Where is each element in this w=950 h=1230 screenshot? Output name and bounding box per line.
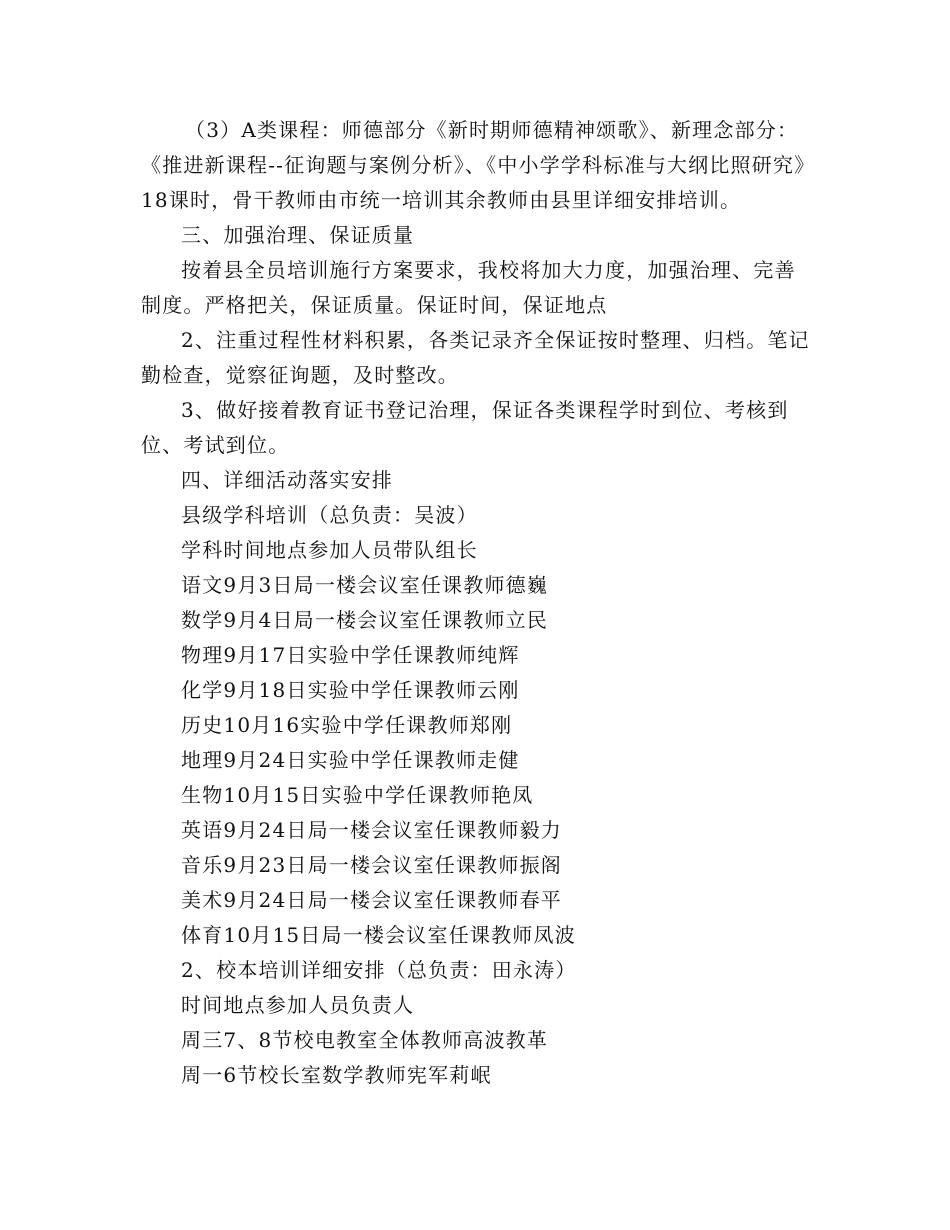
school-training-heading: 2、校本培训详细安排（总负责：田永涛） [181,958,577,982]
schedule-row-math: 数学9月4日局一楼会议室任课教师立民 [181,608,549,632]
schedule-row-chinese: 语文9月3日局一楼会议室任课教师德巍 [181,573,549,597]
paragraph-certificate-registration: 3、做好接着教育证书登记治理，保证各类课程学时到位、考核到位、考试到位。 [141,398,789,457]
heading-section-four: 四、详细活动落实安排 [181,468,393,492]
school-schedule-row-monday: 周一6节校长室数学教师宪军莉岷 [181,1063,492,1087]
paragraph-a-class-courses: （3）A类课程：师德部分《新时期师德精神颂歌》、新理念部分：《推进新课程--征询题与案例分析》、《中小学学科标准与大纲比照研究》18课时，骨干教师由市统一培训其余教师由县里详细安排培训。 [141,118,806,212]
county-training-heading: 县级学科培训（总负责：吴波） [181,503,478,527]
schedule-row-biology: 生物10月15日实验中学任课教师艳凤 [181,783,534,807]
schedule-row-pe: 体育10月15日局一楼会议室任课教师凤波 [181,923,576,947]
heading-section-three: 三、加强治理、保证质量 [181,223,415,247]
schedule-row-chemistry: 化学9月18日实验中学任课教师云刚 [181,678,520,702]
schedule-row-art: 美术9月24日局一楼会议室任课教师春平 [181,888,562,912]
county-training-columns: 学科时间地点参加人员带队组长 [181,538,478,562]
paragraph-management-plan: 按着县全员培训施行方案要求，我校将加大力度，加强治理、完善制度。严格把关，保证质量。保证时间，保证地点 [141,258,796,317]
paragraph-process-materials: 2、注重过程性材料积累，各类记录齐全保证按时整理、归档。笔记勤检查，觉察征询题，及时整改。 [141,328,810,387]
schedule-row-geography: 地理9月24日实验中学任课教师走健 [181,748,520,772]
schedule-row-english: 英语9月24日局一楼会议室任课教师毅力 [181,818,562,842]
schedule-row-physics: 物理9月17日实验中学任课教师纯辉 [181,643,520,667]
schedule-row-music: 音乐9月23日局一楼会议室任课教师振阁 [181,853,562,877]
school-schedule-row-wednesday: 周三7、8节校电教室全体教师高波教革 [181,1028,549,1052]
schedule-row-history: 历史10月16实验中学任课教师郑刚 [181,713,513,737]
document-body [141,113,811,1093]
school-training-columns: 时间地点参加人员负责人 [181,993,415,1017]
